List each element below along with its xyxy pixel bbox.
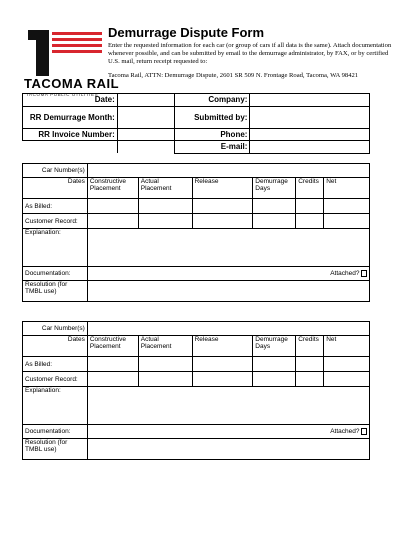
dispute-table-2	[22, 321, 370, 460]
attached-checkbox[interactable]	[361, 270, 368, 277]
credits-header: Credits	[296, 336, 324, 357]
customer-record-cell[interactable]	[138, 372, 192, 387]
as-billed-cell[interactable]	[253, 357, 296, 372]
documentation-field[interactable]	[87, 425, 369, 439]
submitted-by-label: Submitted by:	[174, 106, 250, 128]
release-header: Release	[192, 178, 253, 199]
customer-record-cell[interactable]	[192, 214, 253, 229]
constructive-placement-header: Constructive Placement	[87, 336, 138, 357]
dates-label: Dates	[23, 178, 88, 199]
as-billed-label: As Billed:	[23, 357, 88, 372]
as-billed-cell[interactable]	[87, 357, 138, 372]
car-numbers-label: Car Number(s)	[23, 164, 88, 178]
phone-label: Phone:	[174, 128, 250, 141]
actual-placement-header: Actual Placement	[138, 336, 192, 357]
phone-field[interactable]	[250, 128, 370, 141]
as-billed-cell[interactable]	[138, 199, 192, 214]
mailing-address: Tacoma Rail, ATTN: Demurrage Dispute, 2601 SR 509 N. Frontage Road, Tacoma, WA 98421	[108, 72, 359, 79]
net-header: Net	[324, 178, 370, 199]
as-billed-cell[interactable]	[296, 357, 324, 372]
dates-label: Dates	[23, 336, 88, 357]
header-info-table	[22, 93, 370, 154]
resolution-label: Resolution (for TMBL use)	[23, 281, 88, 302]
dispute-table-1	[22, 163, 370, 302]
invoice-number-label: RR Invoice Number:	[23, 128, 118, 141]
net-header: Net	[324, 336, 370, 357]
customer-record-cell[interactable]	[296, 214, 324, 229]
demurrage-month-label: RR Demurrage Month:	[23, 106, 118, 128]
as-billed-cell[interactable]	[324, 199, 370, 214]
release-header: Release	[192, 336, 253, 357]
date-label: Date:	[23, 94, 118, 107]
as-billed-cell[interactable]	[87, 199, 138, 214]
email-label: E-mail:	[174, 141, 250, 154]
documentation-label: Documentation:	[23, 267, 88, 281]
customer-record-label: Customer Record:	[23, 372, 88, 387]
explanation-label: Explanation:	[23, 387, 88, 425]
customer-record-cell[interactable]	[324, 214, 370, 229]
email-field[interactable]	[250, 141, 370, 154]
as-billed-cell[interactable]	[253, 199, 296, 214]
demurrage-month-field[interactable]	[117, 106, 174, 128]
company-field[interactable]	[250, 94, 370, 107]
customer-record-cell[interactable]	[87, 214, 138, 229]
company-label: Company:	[174, 94, 250, 107]
as-billed-cell[interactable]	[192, 357, 253, 372]
car-numbers-label: Car Number(s)	[23, 322, 88, 336]
credits-header: Credits	[296, 178, 324, 199]
explanation-field[interactable]	[87, 229, 369, 267]
resolution-label: Resolution (for TMBL use)	[23, 439, 88, 460]
as-billed-cell[interactable]	[296, 199, 324, 214]
attached-label: Attached?	[330, 428, 360, 435]
form-instructions: Enter the requested information for each car (or group of cars if all data is the same). Attach documentation whenever possible, and can be submitted by email to the demurrage administrator, by FAX, or by certified U.S. mail, return receipt requested to:	[108, 42, 392, 66]
customer-record-cell[interactable]	[87, 372, 138, 387]
as-billed-cell[interactable]	[192, 199, 253, 214]
attached-checkbox[interactable]	[361, 428, 368, 435]
demurrage-days-header: Demurrage Days	[253, 336, 296, 357]
blank-cell	[23, 141, 118, 154]
as-billed-label: As Billed:	[23, 199, 88, 214]
form-title: Demurrage Dispute Form	[108, 25, 265, 40]
documentation-label: Documentation:	[23, 425, 88, 439]
customer-record-cell[interactable]	[324, 372, 370, 387]
invoice-number-field[interactable]	[117, 128, 174, 141]
as-billed-cell[interactable]	[324, 357, 370, 372]
customer-record-cell[interactable]	[138, 214, 192, 229]
demurrage-days-header: Demurrage Days	[253, 178, 296, 199]
car-numbers-field[interactable]	[87, 164, 369, 178]
actual-placement-header: Actual Placement	[138, 178, 192, 199]
date-field[interactable]	[117, 94, 174, 107]
customer-record-cell[interactable]	[296, 372, 324, 387]
logo-name: TACOMA RAIL	[24, 76, 120, 91]
resolution-field[interactable]	[87, 439, 369, 460]
rail-t-logo-icon	[28, 28, 70, 78]
submitted-by-field[interactable]	[250, 106, 370, 128]
documentation-field[interactable]	[87, 267, 369, 281]
logo-subtitle: TACOMA PUBLIC UTILITIES	[26, 92, 99, 97]
customer-record-cell[interactable]	[192, 372, 253, 387]
customer-record-cell[interactable]	[253, 372, 296, 387]
explanation-field[interactable]	[87, 387, 369, 425]
customer-record-label: Customer Record:	[23, 214, 88, 229]
car-numbers-field[interactable]	[87, 322, 369, 336]
blank-cell	[117, 141, 174, 154]
as-billed-cell[interactable]	[138, 357, 192, 372]
red-stripes-icon	[66, 32, 102, 56]
constructive-placement-header: Constructive Placement	[87, 178, 138, 199]
attached-label: Attached?	[330, 270, 360, 277]
resolution-field[interactable]	[87, 281, 369, 302]
customer-record-cell[interactable]	[253, 214, 296, 229]
explanation-label: Explanation:	[23, 229, 88, 267]
